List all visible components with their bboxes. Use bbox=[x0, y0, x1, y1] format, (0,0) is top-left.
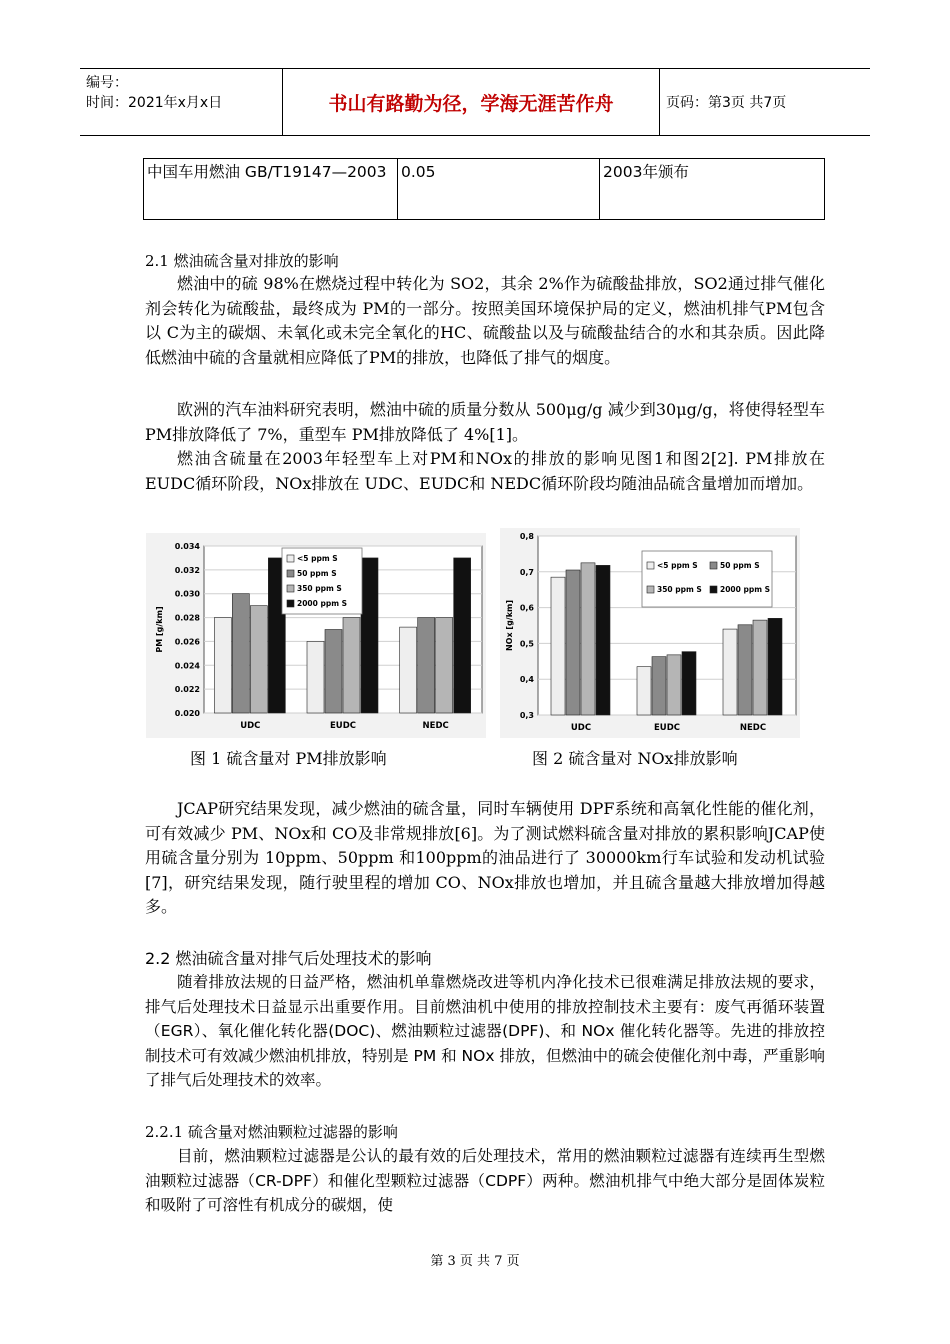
bar bbox=[400, 627, 417, 713]
bar bbox=[581, 563, 595, 715]
y-tick-label: 0,8 bbox=[519, 532, 534, 541]
bar bbox=[596, 565, 610, 715]
y-tick-label: 0.020 bbox=[174, 709, 200, 718]
bar bbox=[753, 620, 767, 715]
standard-name-cell: 中国车用燃油 GB/T19147—2003 bbox=[147, 163, 387, 181]
legend-label: <5 ppm S bbox=[297, 554, 338, 563]
y-tick-label: 0,5 bbox=[519, 639, 534, 649]
legend-swatch bbox=[287, 555, 294, 562]
figure-1-caption: 图 1 硫含量对 PM排放影响 bbox=[190, 749, 387, 768]
page-header bbox=[80, 68, 870, 136]
bar bbox=[637, 667, 651, 715]
bar bbox=[667, 655, 681, 715]
pm-emission-chart bbox=[146, 533, 486, 738]
bar bbox=[454, 558, 471, 713]
paragraph-2-2-2: 目前，燃油颗粒过滤器是公认的最有效的后处理技术，常用的燃油颗粒过滤器有连续再生型燃油颗粒过滤器（CR-DPF）和催化型颗粒过滤器（CDPF）两种。燃油机排气中绝大部分是固体炭粒和吸附了可溶性有机成分的碳烟，使 bbox=[145, 1147, 825, 1214]
standard-table-row bbox=[143, 158, 825, 220]
standard-value-cell: 0.05 bbox=[397, 159, 599, 219]
x-tick-label: EUDC bbox=[329, 721, 357, 731]
legend-swatch bbox=[287, 585, 294, 592]
legend-swatch bbox=[647, 562, 654, 569]
x-tick-label: NEDC bbox=[739, 723, 767, 733]
legend-swatch bbox=[287, 570, 294, 577]
legend-label: 350 ppm S bbox=[657, 585, 702, 594]
legend-label: 2000 ppm S bbox=[297, 599, 348, 608]
y-tick-label: 0.026 bbox=[174, 637, 200, 647]
legend-label: 50 ppm S bbox=[297, 569, 337, 578]
bar bbox=[768, 618, 782, 715]
section-heading-2-2: 2.2 燃油硫含量对排气后处理技术的影响 bbox=[145, 949, 432, 968]
x-tick-label: UDC bbox=[570, 723, 592, 733]
y-tick-label: 0,6 bbox=[519, 603, 534, 613]
y-tick-label: 0.034 bbox=[174, 542, 200, 551]
y-axis-label: NOx [g/km] bbox=[505, 599, 514, 652]
legend-swatch bbox=[710, 586, 717, 593]
legend-swatch bbox=[287, 600, 294, 607]
y-tick-label: 0,3 bbox=[519, 711, 534, 720]
date-label: 时间：2021年x月x日 bbox=[86, 95, 223, 111]
y-tick-label: 0.022 bbox=[174, 685, 200, 695]
bar bbox=[551, 577, 565, 715]
bar bbox=[361, 558, 378, 713]
y-tick-label: 0.030 bbox=[174, 589, 200, 599]
bar bbox=[232, 594, 249, 713]
y-tick-label: 0.024 bbox=[174, 661, 200, 671]
nox-emission-chart bbox=[500, 528, 800, 738]
x-tick-label: EUDC bbox=[653, 723, 681, 733]
legend-label: 50 ppm S bbox=[720, 561, 760, 570]
y-tick-label: 0,4 bbox=[519, 675, 534, 685]
header-page-label: 页码：第3页 共7页 bbox=[666, 95, 787, 111]
x-tick-label: NEDC bbox=[422, 721, 449, 731]
bar bbox=[418, 618, 435, 713]
y-tick-label: 0,7 bbox=[519, 567, 534, 577]
header-meta bbox=[80, 69, 282, 135]
bar bbox=[307, 641, 324, 713]
y-axis-label: PM [g/km] bbox=[155, 606, 164, 653]
legend-swatch bbox=[647, 586, 654, 593]
paragraph-2-1-1: 燃油中的硫 98%在燃烧过程中转化为 SO2，其余 2%作为硫酸盐排放，SO2通过排气催化剂会转化为硫酸盐，最终成为 PM的一部分。按照美国环境保护局的定义，燃油机排气PM包含以 C为主的碳烟、未氧化或未完全氧化的HC、硫酸盐以及与硫酸盐结合的水和其杂质。因此降低燃油中硫的含量就相应降低了PM的排放，也降低了排气的烟度。 bbox=[145, 274, 825, 367]
legend-label: 2000 ppm S bbox=[720, 585, 771, 594]
legend-swatch bbox=[710, 562, 717, 569]
page-footer: 第 3 页 共 7 页 bbox=[430, 1254, 520, 1269]
paragraph-2-2-1: 随着排放法规的日益严格，燃油机单靠燃烧改进等机内净化技术已很难满足排放法规的要求，排气后处理技术日益显示出重要作用。目前燃油机中使用的排放控制技术主要有：废气再循环装置（EGR）、氧化催化转化器(DOC)、燃油颗粒过滤器(DPF)、和 NOx 催化转化器等。先进的排放控制技术可有效减少燃油机排放，特别是 PM 和 NOx 排放，但燃油中的硫会使催化剂中毒，严重影响了排气后处理技术的效率。 bbox=[145, 973, 825, 1089]
bar bbox=[738, 625, 752, 715]
legend-label: 350 ppm S bbox=[297, 584, 342, 593]
bar bbox=[325, 630, 342, 714]
number-label: 编号： bbox=[86, 75, 128, 91]
legend-label: <5 ppm S bbox=[657, 561, 698, 570]
bar bbox=[343, 618, 360, 713]
bar bbox=[652, 657, 666, 715]
y-tick-label: 0.032 bbox=[174, 565, 200, 575]
standard-note-cell: 2003年颁布 bbox=[599, 159, 824, 219]
paragraph-2-1-3: 燃油含硫量在2003年轻型车上对PM和NOx的排放的影响见图1和图2[2]. PM排放在 EUDC循环阶段，NOx排放在 UDC、EUDC和 NEDC循环阶段均随油品硫含量增加而增加。 bbox=[145, 449, 825, 493]
paragraph-2-1-2: 欧洲的汽车油料研究表明，燃油中硫的质量分数从 500μg/g 减少到30μg/g，将使得轻型车 PM排放降低了 7%，重型车 PM排放降低了 4%[1]。 bbox=[145, 400, 825, 444]
bar bbox=[436, 618, 453, 713]
bar bbox=[682, 652, 696, 715]
bar bbox=[566, 570, 580, 715]
section-heading-2-1: 2.1 燃油硫含量对排放的影响 bbox=[145, 252, 339, 270]
x-tick-label: UDC bbox=[240, 721, 261, 731]
figure-2-caption: 图 2 硫含量对 NOx排放影响 bbox=[532, 749, 738, 768]
legend-box bbox=[642, 551, 772, 607]
subsection-heading-2-2-1: 2.2.1 硫含量对燃油颗粒过滤器的影响 bbox=[145, 1123, 398, 1141]
paragraph-2-1-4: JCAP研究结果发现，减少燃油的硫含量，同时车辆使用 DPF系统和高氧化性能的催化剂，可有效减少 PM、NOx和 CO及非常规排放[6]。为了测试燃料硫含量对排放的累积影响JCAP使用硫含量分别为 10ppm、50ppm 和100ppm的油品进行了 30000km行车试验和发动机试验[7]，研究结果发现，随行驶里程的增加 CO、NOx排放也增加，并且硫含量越大排放增加得越多。 bbox=[145, 799, 825, 916]
bar bbox=[250, 606, 267, 713]
header-motto: 书山有路勤为径，学海无涯苦作舟 bbox=[282, 69, 660, 135]
bar bbox=[723, 629, 737, 715]
y-tick-label: 0.028 bbox=[174, 613, 200, 623]
bar bbox=[214, 618, 231, 713]
